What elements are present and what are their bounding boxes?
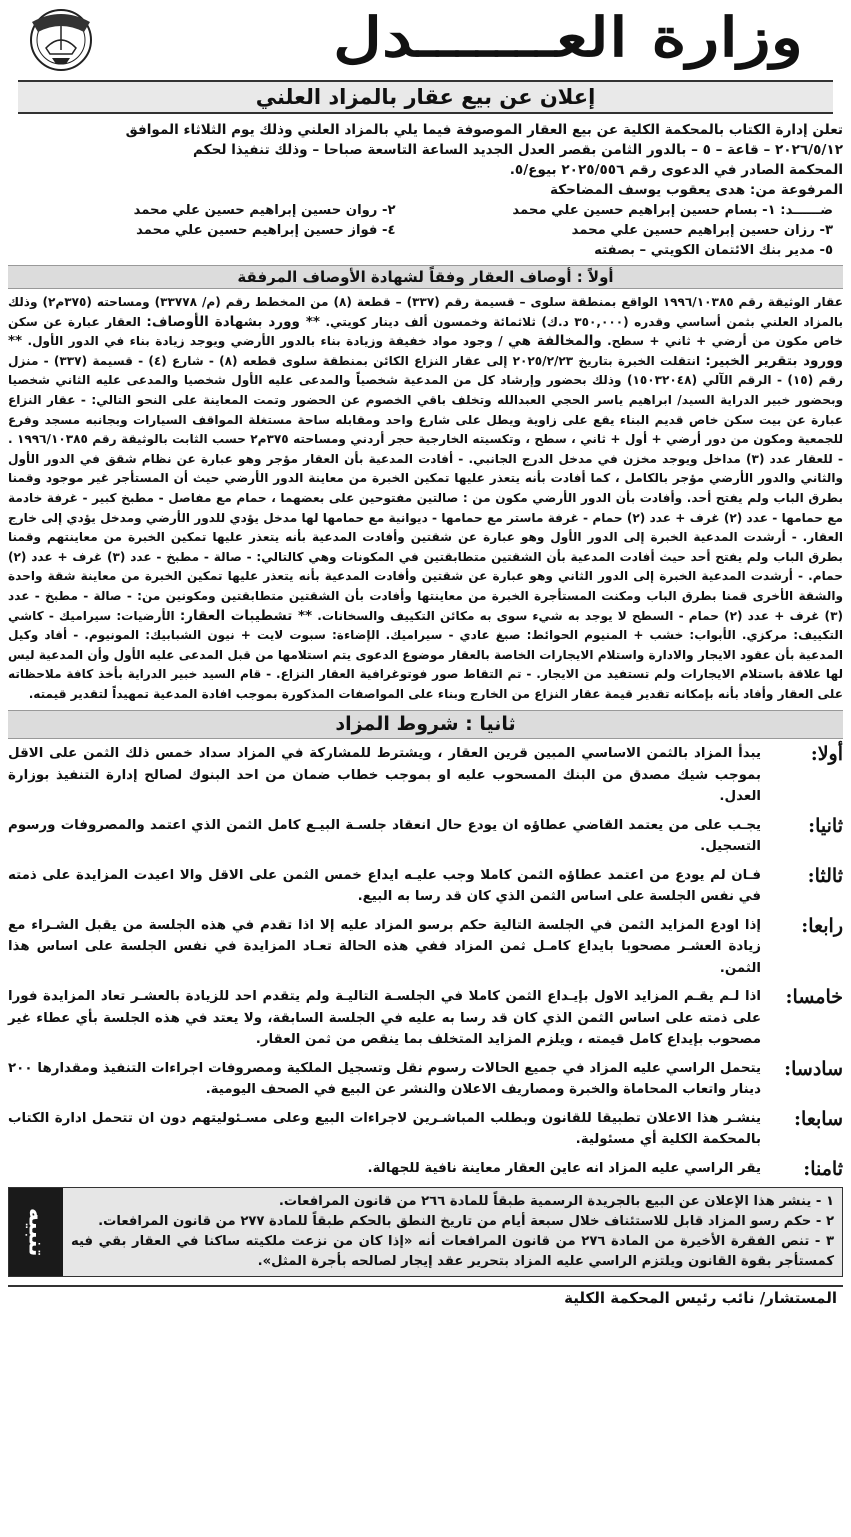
defendant-1: ضــــــد: ١- بسام حسين إبراهيم حسين علي محمد bbox=[512, 203, 833, 218]
condition-text: يقر الراسي عليه المزاد انه عاين العقار معاينة نافية للجهالة. bbox=[367, 1160, 761, 1176]
intro-line: ٢٠٢٦/٥/١٢ – قاعة – ٥ – بالدور الثامن بقصر العدل الجديد الساعة التاسعة صباحا – وذلك تنفيذا لحكم bbox=[193, 142, 843, 158]
condition-item bbox=[8, 815, 843, 858]
signature: المستشار/ نائب رئيس المحكمة الكلية bbox=[8, 1285, 843, 1309]
announcement-title: إعلان عن بيع عقار بالمزاد العلني bbox=[18, 80, 833, 114]
condition-label: أولا: bbox=[810, 743, 843, 766]
condition-text: يتحمل الراسي عليه المزاد في جميع الحالات رسوم نقل وتسجيل الملكية ومصروفات اجراءات التنفيذ ومقدارها ٢٠٠ دينار واتعاب المحاماة والخبرة ومصاريف الاعلان والنشر عن البيع في الصحف اليومية. bbox=[8, 1060, 761, 1098]
defendant-3: ٣- رزان حسين إبراهيم حسين علي محمد bbox=[571, 223, 833, 238]
kuwait-emblem-icon bbox=[22, 2, 100, 76]
condition-item bbox=[8, 743, 843, 808]
condition-label: خامسا: bbox=[785, 986, 843, 1009]
ministry-name: وزارة العـــــــدل bbox=[332, 5, 803, 69]
defendant-2: ٢- روان حسين إبراهيم حسين علي محمد bbox=[133, 203, 396, 218]
condition-item bbox=[8, 1108, 843, 1151]
notice-label: تنبيه bbox=[23, 1207, 49, 1257]
notice-item: ١ - ينشر هذا الإعلان عن البيع بالجريدة الرسمية طبقاً للمادة ٢٦٦ من قانون المرافعات. bbox=[278, 1193, 834, 1209]
condition-label: رابعا: bbox=[801, 914, 843, 937]
condition-text: ينشـر هذا الاعلان تطبيقا للقانون وبطلب المباشـرين لاجراءات البيع وعلى مسـئوليتهم دون ان تتحمل ادارة الكتاب بالمحكمة الكلية أي مسئولية. bbox=[8, 1110, 761, 1148]
condition-label: ثالثا: bbox=[807, 864, 843, 887]
notice-label-tab bbox=[9, 1188, 63, 1276]
intro-line: تعلن إدارة الكتاب بالمحكمة الكلية عن بيع العقار الموصوفة فيما يلي بالمزاد العلني وذلك يوم الثلاثاء الموافق bbox=[125, 122, 843, 138]
defendant-4: ٤- فواز حسين إبراهيم حسين علي محمد bbox=[136, 223, 396, 238]
masthead bbox=[8, 0, 843, 78]
condition-label: سابعا: bbox=[794, 1107, 843, 1130]
property-description: عقار الوثيقة رقم ١٩٩٦/١٠٣٨٥ الواقع بمنطقة سلوى – قسيمة رقم (٣٣٧) – قطعة (٨) من المخطط رقم (م/ ٣٣٧٧٨) ومساحته (٣٧٥م٢) وذلك بالمزاد العلني بثمن أساسي وقدره (٣٥٠,٠٠٠ د.ك) ثلاثمائة وخمسون ألف دينار كويتي. ** وورد بشهادة الأوصاف: العقار عبارة عن سكن خاص مكون من أرضي + ثاني + سطح. والمخالفة هي / وجود مواد خفيفة وزيادة بناء بالدور الأرضي ويوجد زيادة بناء في الدور الأول. ** وورود بتقرير الخبير: انتقلت الخبرة بتاريخ ٢٠٢٥/٢/٢٣ إلى عقار النزاع الكائن بمنطقة سلوى قطعه (٨) - شارع (٤) - قسيمة (٣٣٧) - منزل رقم (١٥) - الرقم الآلي (١٥٠٣٢٠٤٨) وذلك بحضور وإرشاد كل من المدعية شخصياً والمدعى عليه الأول شخصيا والمدعى عليه الثاني شخصيا وبحضور خبير الدراية السيد/ ابراهيم ياسر الحجي العبدالله وتخلف باقي الخصوم عن الحضور وتمت المعاينة على النحو التالي: - عقار النزاع عبارة عن بيت سكن خاص قديم البناء يقع على زاوية ويطل على شارع واحد ومقابله ساحة مستغلة المواقف السيارات وبجانبه مسجد وفرع للجمعية ومكون من دور أرضي + أول + ثاني ، سطح ، وتكسيته الخارجية حجر أردني ومساحته ٣٧٥م٢ حسب الثابت بالوثيقة رقم ١٩٩٦/١٠٣٨٥ . - للعقار عدد (٣) مداخل ويوجد مخزن في مدخل الدرج الجانبي. - أفادت المدعية بأن العقار مؤجر وهو عبارة عن نظام شقق في الدور الأول والثاني والدور الأرضي مؤجر بالكامل ، كما أفادت بأنه يتعذر عليها تمكين الخبرة من معاينة الدور الأرضي حيث أن المستأجر غير موجود وقمنا بطرق الباب ولم يفتح أحد. وأفادت بأن الدور الأرضي مكون من : صالتين مفتوحين على بعضهما ، حمام مع مفاصل - مطبخ كبير - غرفة خادمة مع حمامها - عدد (٢) غرف + عدد (٢) حمام - غرفة ماستر مع حمامها - ديوانية مع حمامها لها مدخل يؤدي للدور الأرضي ومدخل يؤدي إلى خارج العقار. - أرشدت المدعية الخبرة إلى الدور الأول وهو عبارة عن شقتين وأفادت المدعية بأنه يتعذر عليها تمكين الخبرة من معاينتهم وقمنا بطرق الباب ولم يفتح أحد حيث أفادت المدعية بأن الشقتين متطابقتين في المكونات وهي كالتالي: - صالة - مطبخ - عدد (٣) غرف + عدد (٢) حمام. - أرشدت المدعية الخبرة إلى الدور الثاني وهو عبارة عن شقتين وأفادت المدعية بأنه يتعذر عليها تمكين الخبرة من معاينة شقة واحدة والشقة الأخرى قمنا بطرق الباب ومكنت المستأجرة الخبرة من معاينتها وأفادت بأن الشقتين متطابقتين ومكونين من: - صالة - مطبخ - عدد (٣) غرف + عدد (٢) حمام - السطح لا يوجد به شيء سوى به مكائن التكييف والسخانات. ** تشطيبات العقار: الأرضيات: سيراميك - كاشي التكييف: مركزي. الأبواب: خشب + المنيوم الحوائط: صبغ عادي - سيراميك. الإضاءة: سبوت لايت + نيون الشبابيك: المونيوم. - أفاد وكيل المدعية بأن عقود الايجار والادارة واستلام الايجارات الخاصة بالعقار موضوع الدعوى يتم استلامها من قبل المدعى عليه الأول وأن المدعية ليس لها علاقة باستلام الايجارات ولم تستفيد من الايجار. - تم التقاط صور فوتوغرافية العقار النزاع. - قام السيد خبير الدراية بأخذ كافة ملاحظاته على العقار وأفاد بأنه بإمكانه تقدير قيمة عقار النزاع من الخارج وبناء على المواصفات المذكورة بموجب افادة المدعية تمهيداً لتقدير قيمته. bbox=[8, 295, 844, 701]
notice-item: ٢ - حكم رسو المزاد قابل للاستئناف خلال سبعة أيام من تاريخ النطق بالحكم طبقاً للمادة ٢٧٧ من قانون المرافعات. bbox=[98, 1213, 834, 1229]
condition-item bbox=[8, 915, 843, 980]
condition-text: يبدأ المزاد بالثمن الاساسي المبين قرين العقار ، ويشترط للمشاركة في المزاد سداد خمس ذلك الثمن على الاقل بموجب شيك مصدق من البنك المسحوب عليه او بموجب خطاب ضمان من احد البنوك لصالح إدارة التنفيذ بوزارة العدل. bbox=[8, 746, 761, 805]
condition-item bbox=[8, 1158, 843, 1180]
auction-conditions bbox=[8, 743, 843, 1180]
section-conditions-title: ثانيا : شروط المزاد bbox=[8, 710, 843, 739]
condition-item bbox=[8, 986, 843, 1051]
expert-report-heading: ** وورود بتقرير الخبير: bbox=[8, 333, 843, 369]
intro-line: المحكمة الصادر في الدعوى رقم ٢٠٢٥/٥٥٦ بيوع/٥. bbox=[509, 162, 843, 178]
condition-text: يجـب على من يعتمد القاضي عطاؤه ان يودع حال انعقاد جلسـة البيـع كامل الثمن الذي اعتمد والمصروفات ورسوم التسجيل. bbox=[8, 817, 761, 855]
condition-label: سادسا: bbox=[784, 1057, 843, 1080]
defendant-5: ٥- مدير بنك الائتمان الكويتي – بصفته bbox=[594, 243, 833, 258]
condition-label: ثامنا: bbox=[803, 1157, 843, 1180]
condition-text: اذا لـم يقـم المزايد الاول بإيـداع الثمن كاملا في الجلسـة التاليـة ولم يتقدم احد للزيادة بالعشـر تعاد المزايدة فورا على ذمته على اساس الثمن الذي كان قد رسا به عليه في الجلسة السابقة، ولا يعتد في هذه الجلسة بأي عطاء غير مصحوب بإيداع كامل قيمته ، ويلزم المزايد المتخلف بما ينقص من ثمن العقار. bbox=[8, 989, 761, 1048]
plaintiff: المرفوعة من: هدى يعقوب يوسف المضاحكة bbox=[549, 182, 843, 198]
certificate-heading: ** وورد بشهادة الأوصاف: bbox=[146, 313, 320, 330]
section-description-title: أولاً : أوصاف العقار وفقاً لشهادة الأوصاف المرفقة bbox=[8, 265, 843, 289]
finishes-heading: ** تشطيبات العقار: bbox=[179, 607, 313, 624]
condition-item bbox=[8, 1058, 843, 1101]
violation-heading: والمخالفة هي bbox=[507, 333, 602, 350]
condition-label: ثانيا: bbox=[808, 814, 843, 837]
condition-item bbox=[8, 865, 843, 908]
intro bbox=[8, 120, 843, 261]
notice-items bbox=[63, 1188, 842, 1276]
notice-item: ٣ - تنص الفقرة الأخيرة من المادة ٢٧٦ من قانون المرافعات أنه «إذا كان من نزعت ملكيته ساكنا في العقار بقي فيه كمستأجر بقوة القانون ويلتزم الراسي عليه المزاد بتحرير عقد إيجار لصالحه بأجرة المثل». bbox=[71, 1233, 835, 1269]
condition-text: إذا اودع المزايد الثمن في الجلسة التالية حكم برسو المزاد عليه إلا اذا تقدم في هذه الجلسة من يقبل الشـراء مع زيادة العشـر مصحوبا بايداع كامـل ثمن المزاد ففي هذه الحالة تعـاد المزايدة في نفس الجلسة على اساس هذا الثمن. bbox=[8, 917, 761, 976]
condition-text: فـان لم يودع من اعتمد عطاؤه الثمن كاملا وجب عليـه ايداع خمس الثمن على الاقل والا اعيدت المزايدة على ذمته في نفس الجلسة على اساس الثمن الذي كان قد رسا به البيع. bbox=[8, 867, 761, 905]
notice-box bbox=[8, 1187, 843, 1277]
defendants bbox=[8, 201, 843, 261]
